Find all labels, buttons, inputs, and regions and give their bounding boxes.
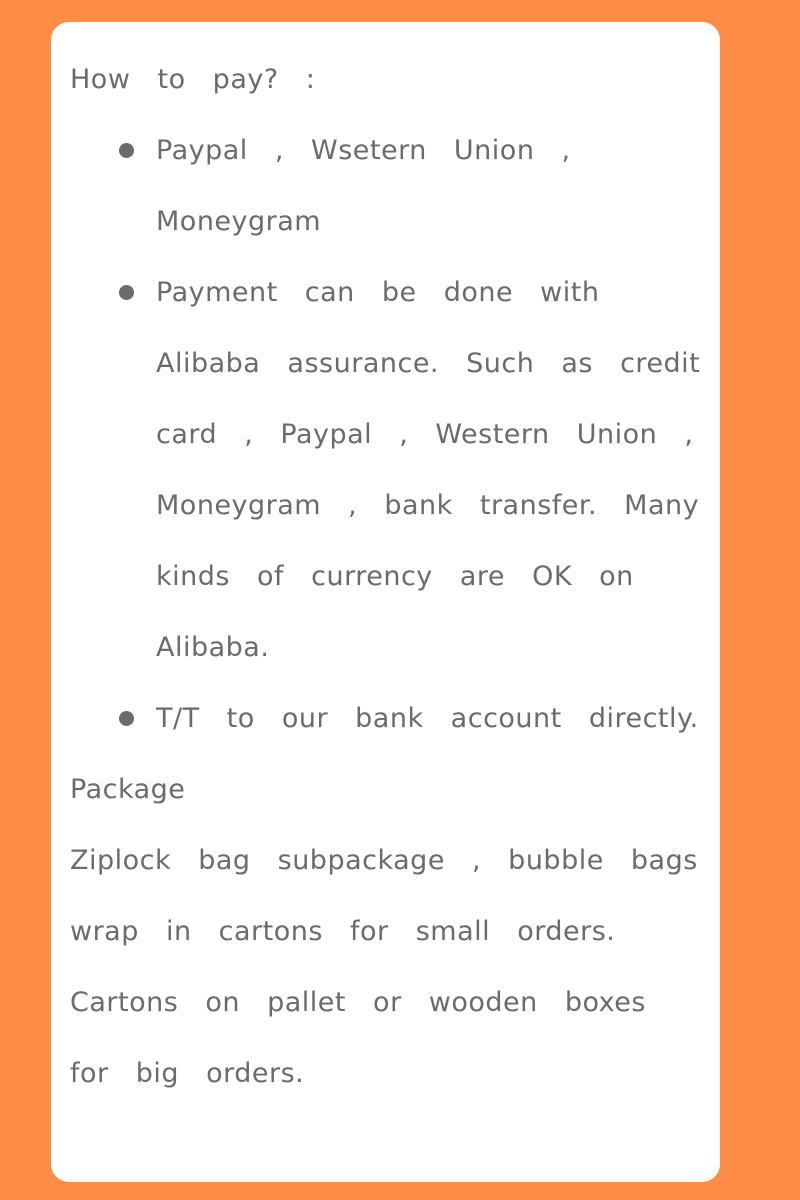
list-item	[156, 115, 704, 257]
bullet-dot-icon	[119, 143, 134, 158]
list-item-text: T/T to our bank account directly.	[156, 703, 699, 734]
list-item-text: Paypal , Wsetern Union , Moneygram	[156, 135, 571, 237]
payment-heading: How to pay? :	[70, 64, 316, 95]
bullet-dot-icon	[119, 285, 134, 300]
card-content	[70, 44, 704, 1109]
payment-methods-list	[70, 115, 704, 754]
info-card	[51, 22, 720, 1182]
bullet-dot-icon	[119, 711, 134, 726]
list-item-text: Payment can be done with Alibaba assurance. Such as credit card , Paypal , Western Union , Moneygram , bank transfer. Many kinds of currency are OK on Alibaba.	[156, 277, 701, 663]
package-description: Ziplock bag subpackage , bubble bags wrap in cartons for small orders. Cartons on pallet or wooden boxes for big orders.	[70, 845, 698, 1089]
list-item	[156, 683, 704, 754]
package-heading: Package	[70, 774, 186, 805]
list-item	[156, 257, 704, 683]
